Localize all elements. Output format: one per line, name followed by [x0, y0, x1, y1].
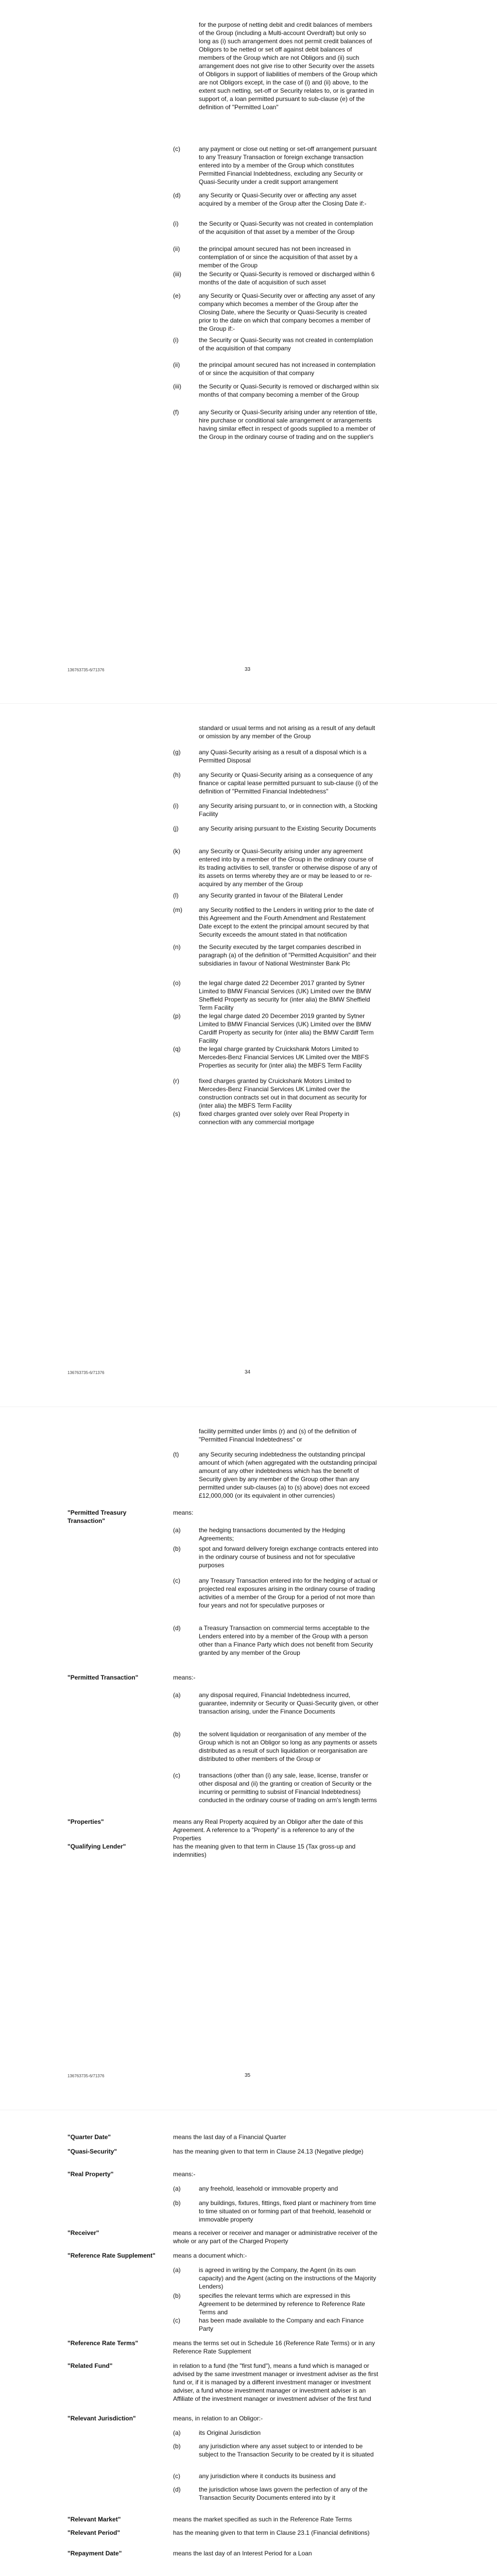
definition-item-label: (a) — [173, 1691, 181, 1699]
clause-text: the Security or Quasi-Security is removed or discharged within six months of that company becoming a member of the Group — [199, 383, 379, 398]
clause-label: (f) — [173, 409, 179, 416]
clause-text: the Security or Quasi-Security was not created in contemplation of the acquisition of that company — [199, 336, 373, 352]
definition-item-text: any jurisdiction where any asset subject to or intended to be subject to the Transaction Security to be created by it is situated — [199, 2443, 374, 2458]
definition-lead: has the meaning given to that term in Clause 15 (Tax gross-up and indemnities) — [173, 1843, 356, 1858]
definition-item-text: is agreed in writing by the Company, the Agent (in its own capacity) and the Agent (acting on the instructions of the Majority Lenders) — [199, 2266, 376, 2290]
definition-lead: means the last day of an Interest Period for a Loan — [173, 2550, 312, 2557]
clause-label: (s) — [173, 1110, 180, 1117]
definition-lead: in relation to a fund (the "first fund"), means a fund which is managed or advised by the same investment manager or investment adviser as the first fund or, if it is managed by a different investment manager or investment adviser, a fund whose investment manager or investment adviser is an Affiliate of the investment manager or investment adviser of the first fund — [173, 2362, 379, 2402]
definition-item-label: (d) — [173, 1624, 181, 1632]
definition-item-label: (b) — [173, 2443, 181, 2450]
definition-item-text: a Treasury Transaction on commercial terms acceptable to the Lenders entered into by a member of the Group with a person other than a Finance Party which does not benefit from Security granted by any member of the Group — [199, 1624, 373, 1656]
definition-term: "Receiver" — [67, 2229, 99, 2236]
definition-item-label: (c) — [173, 2317, 180, 2324]
definition-item-text: the solvent liquidation or reorganisation of any member of the Group which is not an Obligor so long as any payments or assets distributed as a result of such liquidation or reorganisation are distributed to other members of the Group or — [199, 1731, 378, 1762]
definition-term: "Related Fund" — [67, 2362, 113, 2369]
footer-reference: 136763735-6/71376 — [67, 2074, 105, 2078]
definition-item-label: (b) — [173, 1545, 181, 1552]
footer-reference: 136763735-6/71376 — [67, 1370, 105, 1375]
definition-lead: means a document which:- — [173, 2252, 247, 2259]
clause-label: (i) — [173, 220, 179, 227]
page-divider — [0, 703, 497, 704]
clause-label: (n) — [173, 943, 181, 951]
clause-text: any Security or Quasi-Security arising under any agreement entered into by a member of the Group in the ordinary course of its trading activities to sell, transfer or otherwise dispose of any of its assets on terms whereby they are or may be leased to or re-acquired by any member of the Group — [199, 848, 378, 888]
clause-continuation: facility permitted under limbs (r) and (s) of the definition of "Permitted Financial Indebtedness" or — [199, 1428, 357, 1443]
clause-text: any Security or Quasi-Security over or affecting any asset of any company which becomes a member of the Group after the Closing Date, where the Security or Quasi-Security is created prior to the date on which that company becomes a member of the Group if:- — [199, 292, 375, 332]
definition-item-text: spot and forward delivery foreign exchange contracts entered into in the ordinary course of business and not for speculative purposes — [199, 1545, 379, 1569]
definition-item-label: (a) — [173, 2266, 181, 2274]
definition-item-text: any disposal required, Financial Indebtedness incurred, guarantee, indemnity or Security or Quasi-Security given, or other transaction arising, under the Finance Documents — [199, 1691, 379, 1715]
definition-item-text: any freehold, leasehold or immovable property and — [199, 2185, 338, 2192]
definition-term: "Qualifying Lender" — [67, 1843, 126, 1850]
clause-continuation: standard or usual terms and not arising as a result of any default or omission by any member of the Group — [199, 724, 375, 740]
clause-text: any Security or Quasi-Security arising under any retention of title, hire purchase or conditional sale arrangement or arrangements having similar effect in respect of goods supplied to a member of the Group in the ordinary course of trading and on the supplier's — [199, 409, 378, 440]
definition-item-label: (a) — [173, 2185, 181, 2192]
definition-term: "Relevant Jurisdiction" — [67, 2415, 136, 2422]
clause-text: fixed charges granted over solely over Real Property in connection with any commercial mortgage — [199, 1110, 350, 1126]
clause-text: the principal amount secured has not been increased in contemplation of or since the acquisition of that asset by a member of the Group — [199, 245, 358, 269]
definition-item-text: has been made available to the Company and each Finance Party — [199, 2317, 364, 2332]
definition-term: "Permitted Treasury Transaction" — [67, 1509, 127, 1524]
clause-text: any Quasi-Security arising as a result of a disposal which is a Permitted Disposal — [199, 749, 367, 764]
clause-text: any Security or Quasi-Security over or affecting any asset acquired by a member of the Group after the Closing Date if:- — [199, 192, 367, 207]
clause-text: the principal amount secured has not increased in contemplation of or since the acquisition of that company — [199, 361, 375, 377]
page-divider — [0, 1406, 497, 1407]
clause-label: (e) — [173, 292, 181, 299]
clause-text: any Security notified to the Lenders in writing prior to the date of this Agreement and the Fourth Amendment and Restatement Date except to the extent the principal amount secured by that Security exceeds the amount stated in that notification — [199, 906, 374, 938]
definition-item-text: its Original Jurisdiction — [199, 2429, 261, 2436]
definition-lead: means the last day of a Financial Quarter — [173, 2133, 286, 2141]
definition-item-label: (d) — [173, 2486, 181, 2493]
definition-item-label: (b) — [173, 2199, 181, 2207]
page-number: 34 — [245, 1369, 251, 1375]
clause-label: (t) — [173, 1451, 179, 1458]
definition-item-label: (c) — [173, 1577, 180, 1584]
definition-lead: means:- — [173, 1674, 196, 1681]
clause-label: (i) — [173, 802, 179, 809]
definition-term: "Relevant Period" — [67, 2529, 121, 2536]
clause-text: any Security granted in favour of the Bilateral Lender — [199, 892, 344, 899]
clause-label: (g) — [173, 749, 181, 756]
definition-lead: means: — [173, 1509, 194, 1516]
clause-label: (j) — [173, 825, 179, 832]
definition-term: "Quarter Date" — [67, 2133, 111, 2141]
definition-item-label: (b) — [173, 2292, 181, 2299]
clause-label: (h) — [173, 771, 181, 778]
definition-item-text: the hedging transactions documented by the Hedging Agreements; — [199, 1527, 346, 1542]
definition-item-label: (c) — [173, 2472, 180, 2480]
definition-item-label: (b) — [173, 1731, 181, 1738]
definition-item-text: any buildings, fixtures, fittings, fixed plant or machinery from time to time situated on or forming part of that freehold, leasehold or immovable property — [199, 2199, 376, 2223]
definition-term: "Reference Rate Supplement" — [67, 2252, 156, 2259]
clause-label: (c) — [173, 145, 180, 152]
clause-text: the legal charge granted by Cruickshank Motors Limited to Mercedes-Benz Financial Services UK Limited over the MBFS Properties as security for (inter alia) the MBFS Term Facility — [199, 1045, 369, 1069]
clause-text: any payment or close out netting or set-off arrangement pursuant to any Treasury Transaction or foreign exchange transaction entered into by a member of the Group which constitutes Permitted Financial Indebtedness, excluding any Security or Quasi-Security under a credit support arrangement — [199, 145, 377, 185]
definition-item-label: (a) — [173, 2429, 181, 2436]
definition-lead: has the meaning given to that term in Clause 23.1 (Financial definitions) — [173, 2529, 370, 2536]
clause-label: (d) — [173, 192, 181, 199]
clause-label: (ii) — [173, 245, 180, 252]
definition-lead: means the market specified as such in the Reference Rate Terms — [173, 2516, 352, 2523]
definition-lead: means the terms set out in Schedule 16 (Reference Rate Terms) or in any Reference Rate Supplement — [173, 2340, 375, 2355]
definition-item-text: specifies the relevant terms which are expressed in this Agreement to be determined by reference to Reference Rate Terms and — [199, 2292, 365, 2316]
clause-text: the Security or Quasi-Security is removed or discharged within 6 months of the date of acquisition of such asset — [199, 270, 375, 286]
definition-item-label: (a) — [173, 1527, 181, 1534]
definition-term: "Relevant Market" — [67, 2516, 121, 2523]
clause-label: (p) — [173, 1012, 181, 1020]
clause-text: any Security securing indebtedness the outstanding principal amount of which (when aggregated with the outstanding principal amount of any other indebtedness which has the benefit of Security given by any member of the Group other than any permitted under sub-clauses (a) to (s) above) does not exceed £12,000,000 (or its equivalent in other currencies) — [199, 1451, 377, 1499]
clause-label: (l) — [173, 892, 179, 899]
clause-text: the legal charge dated 22 December 2017 granted by Sytner Limited to BMW Financial Services (UK) Limited over the BMW Sheffield Property as security for (inter alia) the BMW Sheffield Term Facility — [199, 979, 371, 1011]
clause-label: (ii) — [173, 361, 180, 368]
clause-text: any Security arising pursuant to, or in connection with, a Stocking Facility — [199, 802, 378, 818]
page-number: 33 — [245, 667, 251, 672]
clause-label: (iii) — [173, 270, 181, 278]
definition-term: "Properties" — [67, 1818, 104, 1825]
definition-term: "Real Property" — [67, 2171, 114, 2178]
clause-text: the legal charge dated 20 December 2019 granted by Sytner Limited to BMW Financial Services (UK) Limited over the BMW Cardiff Property as security for (inter alia) the BMW Cardiff Term Facility — [199, 1012, 374, 1044]
definition-lead: means:- — [173, 2171, 196, 2178]
definition-term: "Repayment Date" — [67, 2550, 122, 2557]
clause-text: fixed charges granted by Cruickshank Motors Limited to Mercedes-Benz Financial Services UK Limited over the construction contracts set out in that document as security for (inter alia) the MBFS Term Facility — [199, 1077, 367, 1109]
definition-item-text: the jurisdiction whose laws govern the perfection of any of the Transaction Security Documents entered into by it — [199, 2486, 368, 2501]
clause-label: (q) — [173, 1045, 181, 1053]
definition-lead: means, in relation to an Obligor:- — [173, 2415, 263, 2422]
definition-lead: means a receiver or receiver and manager or administrative receiver of the whole or any part of the Charged Property — [173, 2229, 378, 2245]
clause-text: the Security or Quasi-Security was not created in contemplation of the acquisition of that asset by a member of the Group — [199, 220, 373, 235]
netting-clause-continuation: for the purpose of netting debit and credit balances of members of the Group (including a Multi-account Overdraft) but only so long as (i) such arrangement does not permit credit balances of Obligors to be netted or set off against debit balances of members of the Group which are not Obligors and (ii) such arrangement does not give rise to other Security over the assets of Obligors in support of liabilities of members of the Group which are not Obligors except, in the case of (i) and (ii) above, to the extent such netting, set-off or Security relates to, or is granted in support of, a loan permitted pursuant to sub-clause (e) of the definition of "Permitted Loan" — [199, 21, 378, 111]
definition-lead: has the meaning given to that term in Clause 24.13 (Negative pledge) — [173, 2148, 364, 2155]
definition-term: "Permitted Transaction" — [67, 1674, 139, 1681]
definition-term: "Quasi-Security" — [67, 2148, 117, 2155]
clause-label: (iii) — [173, 383, 181, 390]
clause-label: (o) — [173, 979, 181, 987]
clause-text: any Security or Quasi-Security arising as a consequence of any finance or capital lease permitted pursuant to sub-clause (i) of the definition of "Permitted Financial Indebtedness" — [199, 771, 379, 795]
clause-text: the Security executed by the target companies described in paragraph (a) of the definition of "Permitted Acquisition" and their subsidiaries in favour of National Westminster Bank Plc — [199, 943, 376, 967]
definition-item-label: (c) — [173, 1772, 180, 1779]
clause-label: (i) — [173, 336, 179, 344]
definition-term: "Reference Rate Terms" — [67, 2340, 139, 2347]
clause-label: (m) — [173, 906, 182, 913]
footer-reference: 136763735-6/71376 — [67, 668, 105, 672]
definition-item-text: transactions (other than (i) any sale, lease, license, transfer or other disposal and (ii) the granting or creation of Security or the incurring or permitting to subsist of Financial Indebtedness) conducted in the ordinary course of trading on arm's length terms — [199, 1772, 377, 1804]
clause-label: (r) — [173, 1077, 179, 1084]
page-number: 35 — [245, 2073, 251, 2078]
definition-item-text: any Treasury Transaction entered into for the hedging of actual or projected real exposures arising in the ordinary course of trading activities of a member of the Group for a period of not more than four years and not for speculative purposes or — [199, 1577, 378, 1609]
definition-item-text: any jurisdiction where it conducts its business and — [199, 2472, 336, 2480]
definition-lead: means any Real Property acquired by an Obligor after the date of this Agreement. A reference to a "Property" is a reference to any of the Properties — [173, 1818, 363, 1842]
clause-text: any Security arising pursuant to the Existing Security Documents — [199, 825, 376, 832]
clause-label: (k) — [173, 848, 180, 855]
